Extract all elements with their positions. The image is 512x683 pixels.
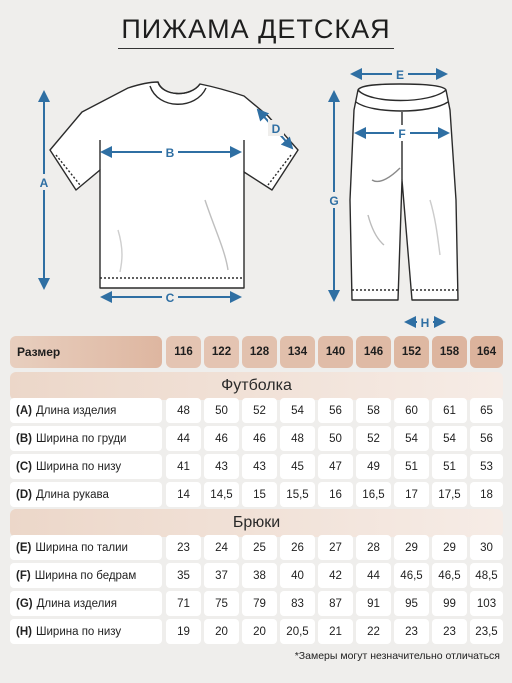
table-cell: 43 [242, 454, 277, 479]
table-cell: 60 [394, 398, 429, 423]
table-cell: 50 [318, 426, 353, 451]
table-cell: 26 [280, 535, 315, 560]
table-cell: 41 [166, 454, 201, 479]
table-cell: 56 [318, 398, 353, 423]
table-cell: 15 [242, 482, 277, 507]
table-cell: 16 [318, 482, 353, 507]
section-title-tshirt: Футболка [10, 372, 503, 400]
table-cell: 14,5 [204, 482, 239, 507]
dim-label-e: E [395, 68, 405, 82]
table-cell: 23 [394, 619, 429, 644]
table-cell: 43 [204, 454, 239, 479]
table-cell: 20 [204, 619, 239, 644]
header-size: 152 [394, 336, 429, 368]
table-cell: 48 [280, 426, 315, 451]
table-cell: 48 [166, 398, 201, 423]
table-cell: 16,5 [356, 482, 391, 507]
table-cell: 40 [280, 563, 315, 588]
table-cell: 52 [242, 398, 277, 423]
row-label: (B) Ширина по груди [10, 426, 162, 451]
table-cell: 15,5 [280, 482, 315, 507]
table-cell: 91 [356, 591, 391, 616]
dim-label-h: H [420, 316, 430, 330]
table-cell: 46 [204, 426, 239, 451]
table-cell: 65 [470, 398, 503, 423]
table-cell: 46 [242, 426, 277, 451]
table-cell: 71 [166, 591, 201, 616]
table-cell: 42 [318, 563, 353, 588]
table-cell: 29 [432, 535, 467, 560]
table-cell: 37 [204, 563, 239, 588]
table-cell: 27 [318, 535, 353, 560]
row-label: (F) Ширина по бедрам [10, 563, 162, 588]
table-cell: 44 [356, 563, 391, 588]
table-cell: 49 [356, 454, 391, 479]
page-title: ПИЖАМА ДЕТСКАЯ [121, 14, 391, 44]
header-size: 128 [242, 336, 277, 368]
table-cell: 79 [242, 591, 277, 616]
table-cell: 28 [356, 535, 391, 560]
table-cell: 103 [470, 591, 503, 616]
table-cell: 17 [394, 482, 429, 507]
table-cell: 56 [470, 426, 503, 451]
table-cell: 24 [204, 535, 239, 560]
table-cell: 50 [204, 398, 239, 423]
table-cell: 21 [318, 619, 353, 644]
table-cell: 58 [356, 398, 391, 423]
header-size: 140 [318, 336, 353, 368]
dim-label-d: D [271, 122, 281, 136]
table-cell: 52 [356, 426, 391, 451]
row-label: (E) Ширина по талии [10, 535, 162, 560]
table-cell: 38 [242, 563, 277, 588]
table-cell: 51 [394, 454, 429, 479]
table-cell: 25 [242, 535, 277, 560]
dim-label-a: A [39, 176, 49, 190]
table-cell: 48,5 [470, 563, 503, 588]
table-cell: 47 [318, 454, 353, 479]
table-cell: 19 [166, 619, 201, 644]
table-cell: 22 [356, 619, 391, 644]
table-cell: 20 [242, 619, 277, 644]
table-cell: 45 [280, 454, 315, 479]
table-cell: 17,5 [432, 482, 467, 507]
header-size: 146 [356, 336, 391, 368]
section-title-pants: Брюки [10, 509, 503, 537]
dim-label-b: B [165, 146, 175, 160]
table-cell: 87 [318, 591, 353, 616]
table-cell: 18 [470, 482, 503, 507]
header-size: 134 [280, 336, 315, 368]
table-cell: 54 [394, 426, 429, 451]
table-cell: 51 [432, 454, 467, 479]
table-cell: 14 [166, 482, 201, 507]
table-cell: 54 [280, 398, 315, 423]
footnote: *Замеры могут незначительно отличаться [294, 650, 500, 662]
table-cell: 35 [166, 563, 201, 588]
dim-label-g: G [329, 194, 339, 208]
header-size: 164 [470, 336, 503, 368]
row-label: (H) Ширина по низу [10, 619, 162, 644]
table-cell: 46,5 [394, 563, 429, 588]
table-cell: 29 [394, 535, 429, 560]
row-label: (G) Длина изделия [10, 591, 162, 616]
table-cell: 30 [470, 535, 503, 560]
dim-label-f: F [398, 127, 406, 141]
table-cell: 61 [432, 398, 467, 423]
table-cell: 23,5 [470, 619, 503, 644]
table-cell: 95 [394, 591, 429, 616]
header-size: 158 [432, 336, 467, 368]
garment-illustration [0, 0, 512, 335]
table-cell: 23 [166, 535, 201, 560]
row-label: (A) Длина изделия [10, 398, 162, 423]
table-cell: 99 [432, 591, 467, 616]
header-size-label: Размер [10, 336, 162, 368]
row-label: (D) Длина рукава [10, 482, 162, 507]
table-cell: 53 [470, 454, 503, 479]
table-cell: 83 [280, 591, 315, 616]
table-cell: 54 [432, 426, 467, 451]
dim-label-c: C [165, 291, 175, 305]
pants-illustration [350, 84, 458, 300]
row-label: (C) Ширина по низу [10, 454, 162, 479]
table-cell: 23 [432, 619, 467, 644]
header-size: 116 [166, 336, 201, 368]
table-cell: 44 [166, 426, 201, 451]
table-cell: 75 [204, 591, 239, 616]
table-cell: 46,5 [432, 563, 467, 588]
table-cell: 20,5 [280, 619, 315, 644]
header-size: 122 [204, 336, 239, 368]
